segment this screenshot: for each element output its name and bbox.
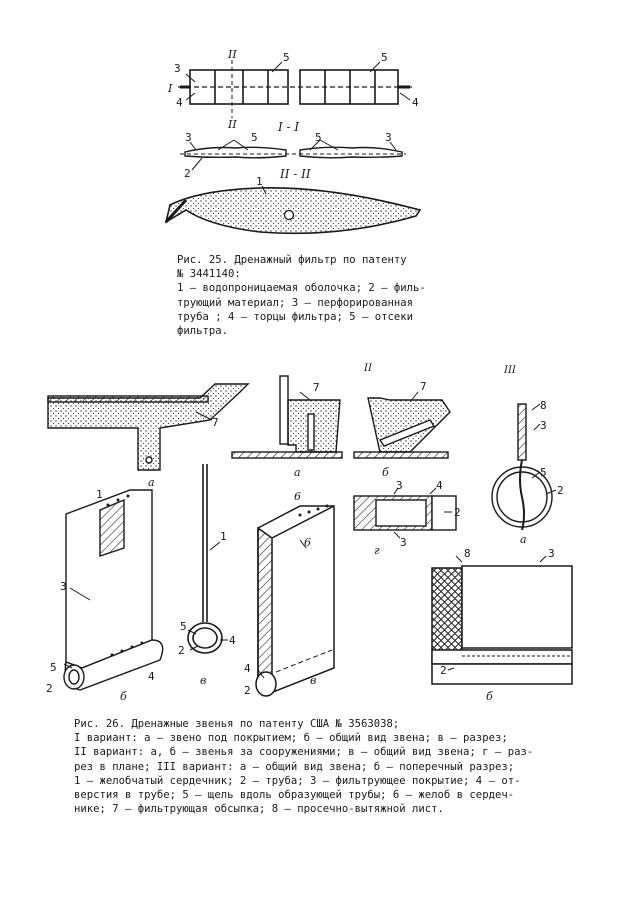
fig26-variant3-b [432,556,572,684]
fig25-axis-mark: I [168,82,173,95]
fig25-section-title-1: I - I [278,120,300,134]
fig26-caption-line: 1 – желобчатый сердечник; 2 – труба; 3 – фильтрующее покрытие; 4 – от- [74,774,521,787]
fig25-caption-line: трующий материал; 3 – перфорированная [177,296,413,309]
fig25-plan-view [178,60,412,118]
fig25-callout-5b: 5 [381,51,388,64]
fig25-callout-5c: 5 [251,131,258,144]
fig25-caption-line: фильтра. [177,325,229,338]
fig25-section-mark-top: II [228,48,237,61]
fig25-callout-1: 1 [256,175,263,188]
fig25-callout-4: 4 [176,96,183,109]
fig25-section-2-2 [166,186,420,233]
fig26-variant1-b [64,490,163,690]
fig25-section-title-2: II - II [280,167,311,181]
fig26-callout-4a: 4 [436,479,443,492]
fig26-callout-7c: 7 [420,380,427,393]
fig26-caption-line: нике; 7 – фильтрующая обсыпка; 8 – просечно-вытяжной лист. [74,803,444,816]
fig26-callout-5c: 5 [180,620,187,633]
fig26-variant2-a [232,376,342,458]
fig26-callout-1b: 1 [220,530,227,543]
fig26-variant2-b [354,392,450,458]
fig26-callout-1a: 1 [96,488,103,501]
fig26-callout-8a: 8 [540,399,547,412]
fig26-callout-6b: 6 [304,536,311,549]
fig25-caption-line: труба ; 4 – торцы фильтра; 5 – отсеки [177,310,413,323]
fig26-letter-g: г [374,544,380,557]
fig26-callout-4d: 4 [244,662,251,675]
fig26-letter-b2: б [120,690,127,703]
fig26-variant2-g [354,488,456,538]
fig26-callout-2b: 2 [454,506,461,519]
fig26-callout-3a: 3 [540,419,547,432]
fig26-callout-5a: 5 [540,466,547,479]
fig26-letter-b1: б [382,466,389,479]
fig26-callout-3b: 3 [396,479,403,492]
fig25-caption [177,253,426,338]
fig25-callout-3c: 3 [185,131,192,144]
fig26-caption-title: Рис. 26. Дренажные звенья по патенту США № 3563038; [74,718,400,730]
fig26-letter-a1: а [148,476,155,489]
fig26-letter-a2: а [294,466,301,479]
fig26-caption-line: рез в плане; III вариант: а – общий вид звена; б – поперечный разрез; [74,760,515,773]
fig26-callout-6a: 6 [294,490,301,503]
fig25-callout-5: 5 [283,51,290,64]
fig25-callout-4b: 4 [412,96,419,109]
fig26-callout-7b: 7 [313,381,320,394]
fig25-section-mark-bottom: II [228,118,237,131]
fig26-caption-line: I вариант: а – звено под покрытием; б – общий вид звена; в – разрез; [74,732,508,745]
fig26-variant2-v [256,506,334,696]
fig25-caption-title: Рис. 25. Дренажный фильтр по патенту [177,254,407,266]
fig26-callout-3e: 3 [548,547,555,560]
fig26-callout-5b: 5 [50,661,57,674]
fig26-letter-a3: а [520,533,527,546]
fig26-caption [74,717,533,816]
fig26-letter-v1: в [200,674,207,687]
fig25-section-1-1 [180,140,406,170]
fig26-callout-4c: 4 [229,634,236,647]
fig26-callout-8b: 8 [464,547,471,560]
fig26-callout-2a: 2 [557,484,564,497]
fig25-callout-2: 2 [184,167,191,180]
fig25-caption-line: 1 – водопроницаемая оболочка; 2 – филь- [177,282,426,295]
fig26-caption-line: верстия в трубе; 5 – щель вдоль образующей трубы; 6 – желоб в сердеч- [74,789,515,802]
fig26-callout-7a: 7 [212,416,219,429]
fig26-callout-4b: 4 [148,670,155,683]
fig26-callout-3d: 3 [60,580,67,593]
fig26-caption-line: II вариант: а, б – звенья за сооружениями; в – общий вид звена; г – раз- [74,746,534,759]
fig26-letter-v2: в [310,674,317,687]
fig26-callout-2d: 2 [178,644,185,657]
fig26-letter-b3: б [486,690,493,703]
fig26-variant-2-mark: II [364,363,372,374]
fig25-callout-3d: 3 [385,131,392,144]
fig26-variant1-v [188,464,228,653]
fig26-callout-2f: 2 [440,664,447,677]
fig26-callout-2e: 2 [244,684,251,697]
fig26-callout-3c: 3 [400,536,407,549]
fig26-callout-2c: 2 [46,682,53,695]
fig25-callout-5d: 5 [315,131,322,144]
fig25-callout-3: 3 [174,62,181,75]
fig26-variant-3-mark: III [504,365,516,376]
fig25-caption-patent: № 3441140: [177,268,241,281]
